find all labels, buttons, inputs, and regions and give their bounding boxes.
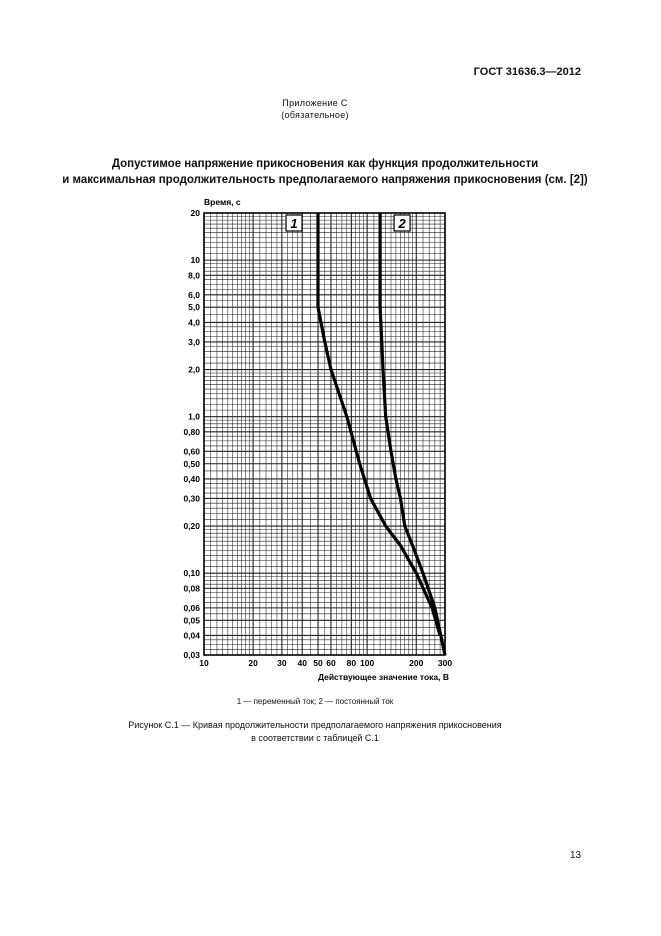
figure-title-line-1: Допустимое напряжение прикосновения как функция продолжительности xyxy=(111,158,539,170)
y-tick-label: 0,80 xyxy=(183,426,200,437)
series-labels xyxy=(286,215,410,231)
y-tick-label: 0,40 xyxy=(183,473,200,484)
y-tick-label: 0,04 xyxy=(183,630,200,641)
x-tick-label: 100 xyxy=(360,658,375,668)
standard-number: ГОСТ 31636.3—2012 xyxy=(473,66,581,78)
y-tick-label: 0,03 xyxy=(183,650,200,660)
x-tick-label: 60 xyxy=(326,658,336,668)
y-tick-label: 0,20 xyxy=(183,521,200,532)
y-tick-label: 0,10 xyxy=(183,568,200,579)
y-tick-label: 3,0 xyxy=(188,336,200,347)
x-tick-label: 40 xyxy=(297,658,307,668)
y-axis-label: Время, с xyxy=(204,197,241,207)
y-tick-label: 0,06 xyxy=(183,602,200,613)
y-tick-label: 0,30 xyxy=(183,493,200,504)
annex-status: (обязательное) xyxy=(281,110,349,120)
annex-title: Приложение С xyxy=(282,98,348,108)
chart-grid xyxy=(204,213,445,655)
caption-line-1: Рисунок С.1 — Кривая продолжительности предполагаемого напряжения прикосновения xyxy=(128,720,502,730)
y-tick-label: 6,0 xyxy=(188,289,200,300)
x-tick-label: 80 xyxy=(346,658,357,668)
y-tick-label: 4,0 xyxy=(188,317,200,328)
y-tick-label: 0,05 xyxy=(183,615,200,626)
y-tick-label: 0,60 xyxy=(183,446,200,457)
page-number: 13 xyxy=(570,850,582,861)
legend-note: 1 — переменный ток; 2 — постоянный ток xyxy=(236,697,394,706)
caption-line-2: в соответствии с таблицей С.1 xyxy=(251,733,379,743)
y-tick-label: 8,0 xyxy=(188,270,200,281)
x-tick-label: 50 xyxy=(313,658,323,668)
y-tick-label: 10 xyxy=(190,255,200,266)
x-tick-label: 300 xyxy=(437,658,453,668)
series-label-2: 2 xyxy=(398,216,406,231)
x-tick-label: 200 xyxy=(409,658,424,668)
figure-title-line-2: и максимальная продолжительность предполагаемого напряжения прикосновения (см. [2]) xyxy=(62,174,588,186)
x-tick-label: 20 xyxy=(248,658,258,668)
x-tick-label: 10 xyxy=(199,658,209,668)
y-tick-label: 5,0 xyxy=(188,302,200,313)
y-tick-label: 0,50 xyxy=(183,458,200,469)
series-label-1: 1 xyxy=(290,216,298,231)
x-axis-label: Действующее значение тока, В xyxy=(317,672,449,682)
y-tick-label: 20 xyxy=(190,208,200,218)
y-tick-label: 0,08 xyxy=(183,583,200,594)
y-tick-label: 1,0 xyxy=(188,411,200,422)
y-tick-label: 2,0 xyxy=(188,364,200,375)
x-tick-label: 30 xyxy=(277,658,287,668)
